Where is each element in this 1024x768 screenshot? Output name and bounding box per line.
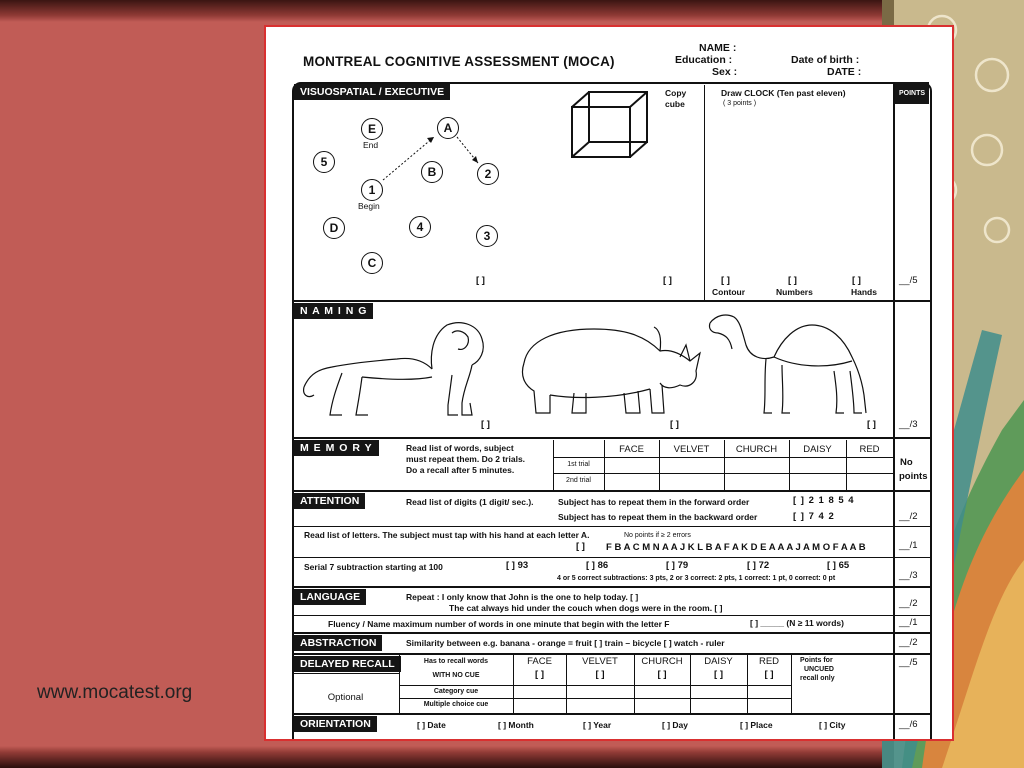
moca-form bbox=[264, 25, 954, 741]
sex-label: Sex : bbox=[712, 66, 738, 78]
repeat-score: __/2 bbox=[899, 598, 918, 609]
orientation-label: ORIENTATION bbox=[294, 716, 377, 732]
recall-grid-line bbox=[791, 653, 792, 713]
letters-checkbox[interactable]: [ ] bbox=[576, 541, 585, 552]
trail-node-a: A bbox=[437, 117, 459, 139]
optional-label: Optional bbox=[327, 692, 364, 703]
divider bbox=[292, 632, 932, 634]
divider bbox=[292, 586, 932, 588]
serial-value[interactable]: [ ] 93 bbox=[506, 560, 529, 571]
letters-note: No points if ≥ 2 errors bbox=[624, 532, 691, 539]
recall-checkbox[interactable]: [ ] bbox=[714, 669, 723, 680]
letters-list: F B A C M N A A J K L B A F A K D E A A A J A M O F A A B bbox=[606, 542, 866, 553]
delayed-recall-label: DELAYED RECALL bbox=[294, 656, 401, 672]
divider bbox=[292, 490, 932, 492]
hands-checkbox[interactable]: [ ] bbox=[852, 275, 861, 286]
digits-intro: Read list of digits (1 digit/ sec.). bbox=[406, 497, 534, 507]
trail-node-2: 2 bbox=[477, 163, 499, 185]
form-title: MONTREAL COGNITIVE ASSESSMENT (MOCA) bbox=[303, 54, 615, 69]
education-label: Education : bbox=[675, 54, 733, 66]
serial-value[interactable]: [ ] 65 bbox=[827, 560, 850, 571]
visuospatial-label: VISUOSPATIAL / EXECUTIVE bbox=[294, 84, 450, 100]
date-label: DATE : bbox=[827, 66, 862, 78]
naming-label: N A M I N G bbox=[294, 303, 373, 319]
trail-node-c: C bbox=[361, 252, 383, 274]
rhinoceros-icon bbox=[514, 323, 704, 419]
memory-word: VELVET bbox=[673, 444, 710, 455]
lion-icon bbox=[302, 315, 492, 419]
recall-word: FACE bbox=[527, 656, 552, 667]
naming-score: __/3 bbox=[899, 419, 918, 430]
website-url[interactable]: www.mocatest.org bbox=[37, 682, 193, 703]
memory-instruction-1: Read list of words, subject bbox=[406, 443, 514, 453]
recall-grid-line bbox=[292, 673, 399, 674]
recall-word: DAISY bbox=[704, 656, 733, 667]
clock-divider bbox=[704, 85, 705, 301]
abstraction-score: __/2 bbox=[899, 637, 918, 648]
orientation-city[interactable]: [ ] City bbox=[819, 720, 846, 730]
dob-label: Date of birth : bbox=[791, 54, 860, 66]
trail-node-d: D bbox=[323, 217, 345, 239]
recall-grid-line bbox=[399, 698, 791, 699]
cube-icon bbox=[569, 89, 651, 161]
orientation-score: __/6 bbox=[899, 719, 918, 730]
camel-checkbox[interactable]: [ ] bbox=[867, 419, 876, 430]
trail-node-3: 3 bbox=[476, 225, 498, 247]
repeat-sentence-1: Repeat : I only know that John is the one to help today. [ ] bbox=[406, 592, 639, 602]
orientation-month[interactable]: [ ] Month bbox=[498, 720, 534, 730]
rhinoceros-checkbox[interactable]: [ ] bbox=[670, 419, 679, 430]
numbers-checkbox[interactable]: [ ] bbox=[788, 275, 797, 286]
visuospatial-score: __/5 bbox=[899, 275, 918, 286]
clock-points: ( 3 points ) bbox=[723, 100, 757, 107]
attention-label: ATTENTION bbox=[294, 493, 365, 509]
trail-end-label: End bbox=[363, 140, 379, 150]
recall-checkbox[interactable]: [ ] bbox=[657, 669, 667, 680]
recall-word: RED bbox=[758, 656, 780, 667]
memory-word: CHURCH bbox=[735, 444, 778, 455]
cube-checkbox[interactable]: [ ] bbox=[663, 275, 672, 286]
name-label: NAME : bbox=[699, 42, 737, 54]
forward-digits[interactable]: [ ] 2 1 8 5 4 bbox=[793, 495, 855, 506]
contour-checkbox[interactable]: [ ] bbox=[721, 275, 730, 286]
recall-word: CHURCH bbox=[641, 656, 683, 667]
numbers-label: Numbers bbox=[776, 287, 813, 297]
trail-node-b: B bbox=[421, 161, 443, 183]
recall-word: VELVET bbox=[582, 656, 618, 667]
multiple-choice-cue: Multiple choice cue bbox=[423, 701, 489, 708]
orientation-year[interactable]: [ ] Year bbox=[583, 720, 612, 730]
points-header: POINTS bbox=[895, 82, 929, 104]
memory-points-label: points bbox=[899, 471, 928, 482]
lion-checkbox[interactable]: [ ] bbox=[481, 419, 490, 430]
digits-score: __/2 bbox=[899, 511, 918, 522]
recall-row-2: WITH NO CUE bbox=[432, 672, 480, 679]
camel-icon bbox=[706, 309, 876, 419]
letters-score: __/1 bbox=[899, 540, 918, 551]
recall-score: __/5 bbox=[899, 657, 918, 668]
recall-checkbox[interactable]: [ ] bbox=[764, 669, 774, 680]
recall-note-3: recall only bbox=[800, 675, 835, 682]
letters-text: Read list of letters. The subject must tap with his hand at each letter A. bbox=[304, 530, 590, 540]
orientation-date[interactable]: [ ] Date bbox=[417, 720, 446, 730]
slide-bottom-bar bbox=[0, 746, 1024, 768]
backward-text: Subject has to repeat them in the backward order bbox=[558, 512, 758, 522]
recall-checkbox[interactable]: [ ] bbox=[535, 669, 544, 680]
divider bbox=[292, 526, 932, 527]
category-cue: Category cue bbox=[433, 688, 479, 695]
memory-instruction-3: Do a recall after 5 minutes. bbox=[406, 465, 515, 475]
divider bbox=[292, 557, 932, 558]
memory-label: M E M O R Y bbox=[294, 440, 379, 456]
trail-node-5: 5 bbox=[313, 151, 335, 173]
serial-value[interactable]: [ ] 86 bbox=[586, 560, 609, 571]
trail-node-4: 4 bbox=[409, 216, 431, 238]
serial-value[interactable]: [ ] 79 bbox=[666, 560, 689, 571]
memory-word: DAISY bbox=[803, 444, 832, 455]
contour-label: Contour bbox=[712, 287, 746, 297]
trail-node-1: 1 bbox=[361, 179, 383, 201]
divider bbox=[292, 437, 932, 439]
fluency-checkbox[interactable]: [ ] _____ (N ≥ 11 words) bbox=[750, 618, 844, 628]
trail-begin-label: Begin bbox=[358, 201, 380, 211]
trial-label: 2nd trial bbox=[566, 477, 591, 484]
fluency-score: __/1 bbox=[899, 617, 918, 628]
language-label: LANGUAGE bbox=[294, 589, 366, 605]
recall-note-2: UNCUED bbox=[804, 666, 834, 673]
serial-scoring: 4 or 5 correct subtractions: 3 pts, 2 or 3 correct: 2 pts, 1 correct: 1 pt, 0 correct: 0 pt bbox=[557, 575, 836, 582]
slide-top-bar bbox=[0, 0, 1024, 22]
orientation-place[interactable]: [ ] Place bbox=[740, 720, 773, 730]
serial-text: Serial 7 subtraction starting at 100 bbox=[304, 562, 443, 572]
fluency-text: Fluency / Name maximum number of words in one minute that begin with the letter F bbox=[328, 619, 670, 629]
recall-checkbox[interactable]: [ ] bbox=[595, 669, 605, 680]
serial-score: __/3 bbox=[899, 570, 918, 581]
orientation-day[interactable]: [ ] Day bbox=[662, 720, 688, 730]
repeat-sentence-2: The cat always hid under the couch when dogs were in the room. [ ] bbox=[449, 603, 723, 613]
abstraction-text: Similarity between e.g. banana - orange = fruit [ ] train – bicycle [ ] watch - ruler bbox=[406, 638, 725, 648]
abstraction-label: ABSTRACTION bbox=[294, 635, 382, 651]
memory-grid-line bbox=[553, 473, 893, 474]
memory-word: RED bbox=[859, 444, 880, 455]
memory-no-label: No bbox=[900, 457, 913, 468]
trail-checkbox[interactable]: [ ] bbox=[476, 275, 485, 286]
memory-grid-line bbox=[553, 457, 893, 458]
clock-title: Draw CLOCK (Ten past eleven) bbox=[721, 88, 846, 98]
trial-label: 1st trial bbox=[567, 461, 590, 468]
divider bbox=[292, 300, 932, 302]
serial-value[interactable]: [ ] 72 bbox=[747, 560, 770, 571]
recall-grid-line bbox=[399, 685, 791, 686]
backward-digits[interactable]: [ ] 7 4 2 bbox=[793, 511, 835, 522]
copy-cube-label: Copy cube bbox=[665, 88, 687, 109]
memory-instruction-2: must repeat them. Do 2 trials. bbox=[406, 454, 526, 464]
recall-note-1: Points for bbox=[800, 657, 833, 664]
divider bbox=[292, 615, 932, 616]
forward-text: Subject has to repeat them in the forward order bbox=[558, 497, 750, 507]
trail-node-e: E bbox=[361, 118, 383, 140]
recall-row-1: Has to recall words bbox=[423, 658, 489, 665]
divider bbox=[292, 713, 932, 715]
memory-word: FACE bbox=[619, 444, 644, 455]
hands-label: Hands bbox=[851, 287, 877, 297]
divider bbox=[292, 653, 932, 655]
